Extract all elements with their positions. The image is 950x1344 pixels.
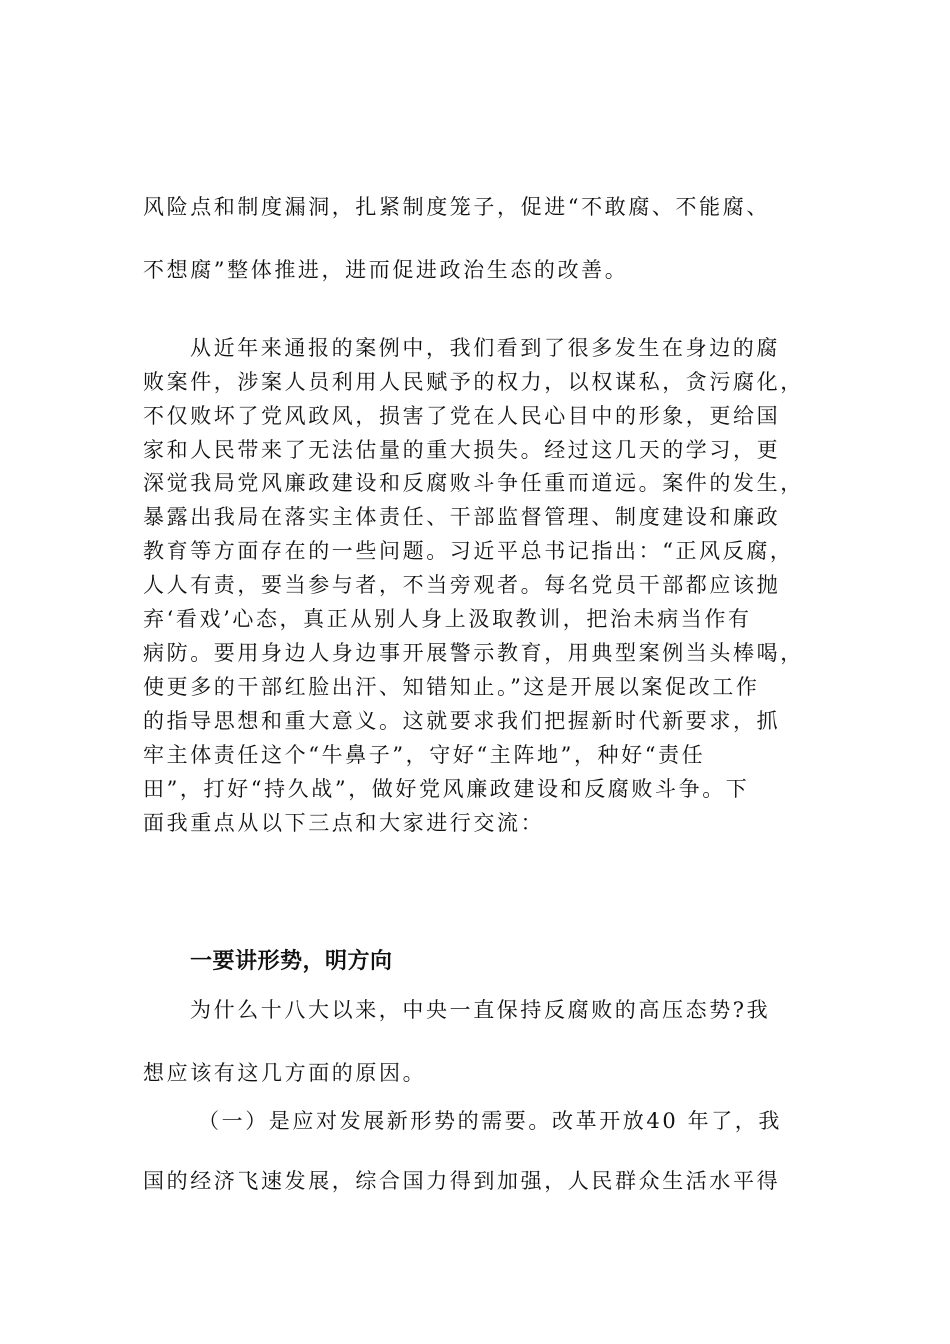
section-heading: 一要讲形势，明方向 xyxy=(190,949,393,974)
text-line: 想应该有这几方面的原因。 xyxy=(143,1061,427,1085)
text-line: 暴露出我局在落实主体责任、干部监督管理、制度建设和廉政 xyxy=(143,505,781,529)
text-line: 家和人民带来了无法估量的重大损失。经过这几天的学习，更 xyxy=(143,438,781,462)
text-line: 不想腐”整体推进，进而促进政治生态的改善。 xyxy=(143,258,629,282)
text-line: 的指导思想和重大意义。这就要求我们把握新时代新要求，抓 xyxy=(143,709,781,733)
paragraph-start-line: （一）是应对发展新形势的需要。改革开放40 年了，我 xyxy=(198,1109,782,1133)
text-line: 病防。要用身边人身边事开展警示教育，用典型案例当头棒喝， xyxy=(143,641,804,665)
paragraph-start-line: 为什么十八大以来，中央一直保持反腐败的高压态势?我 xyxy=(190,998,771,1022)
text-line: 弃‘看戏’心态，真正从别人身上汲取教训，把治未病当作有 xyxy=(143,607,752,631)
text-line: 面我重点从以下三点和大家进行交流： xyxy=(143,811,545,835)
text-line: 败案件，涉案人员利用人民赋予的权力，以权谋私，贪污腐化， xyxy=(143,370,804,394)
text-line: 国的经济飞速发展，综合国力得到加强，人民群众生活水平得 xyxy=(143,1169,781,1193)
text-line: 牢主体责任这个“牛鼻子”，守好“主阵地”，种好“责任 xyxy=(143,743,706,767)
text-line: 深觉我局党风廉政建设和反腐败斗争任重而道远。案件的发生， xyxy=(143,471,804,495)
text-line: 教育等方面存在的一些问题。习近平总书记指出：“正风反腐， xyxy=(143,539,794,563)
text-line: 不仅败坏了党风政风，损害了党在人民心目中的形象，更给国 xyxy=(143,404,781,428)
text-line: 人人有责，要当参与者，不当旁观者。每名党员干部都应该抛 xyxy=(143,573,781,597)
text-line: 田”，打好“持久战”，做好党风廉政建设和反腐败斗争。下 xyxy=(143,777,750,801)
text-line: 风险点和制度漏洞，扎紧制度笼子，促进“不敢腐、不能腐、 xyxy=(143,195,770,219)
paragraph-start-line: 从近年来通报的案例中，我们看到了很多发生在身边的腐 xyxy=(190,336,780,360)
text-line: 使更多的干部红脸出汗、知错知止。”这是开展以案促改工作 xyxy=(143,675,760,699)
